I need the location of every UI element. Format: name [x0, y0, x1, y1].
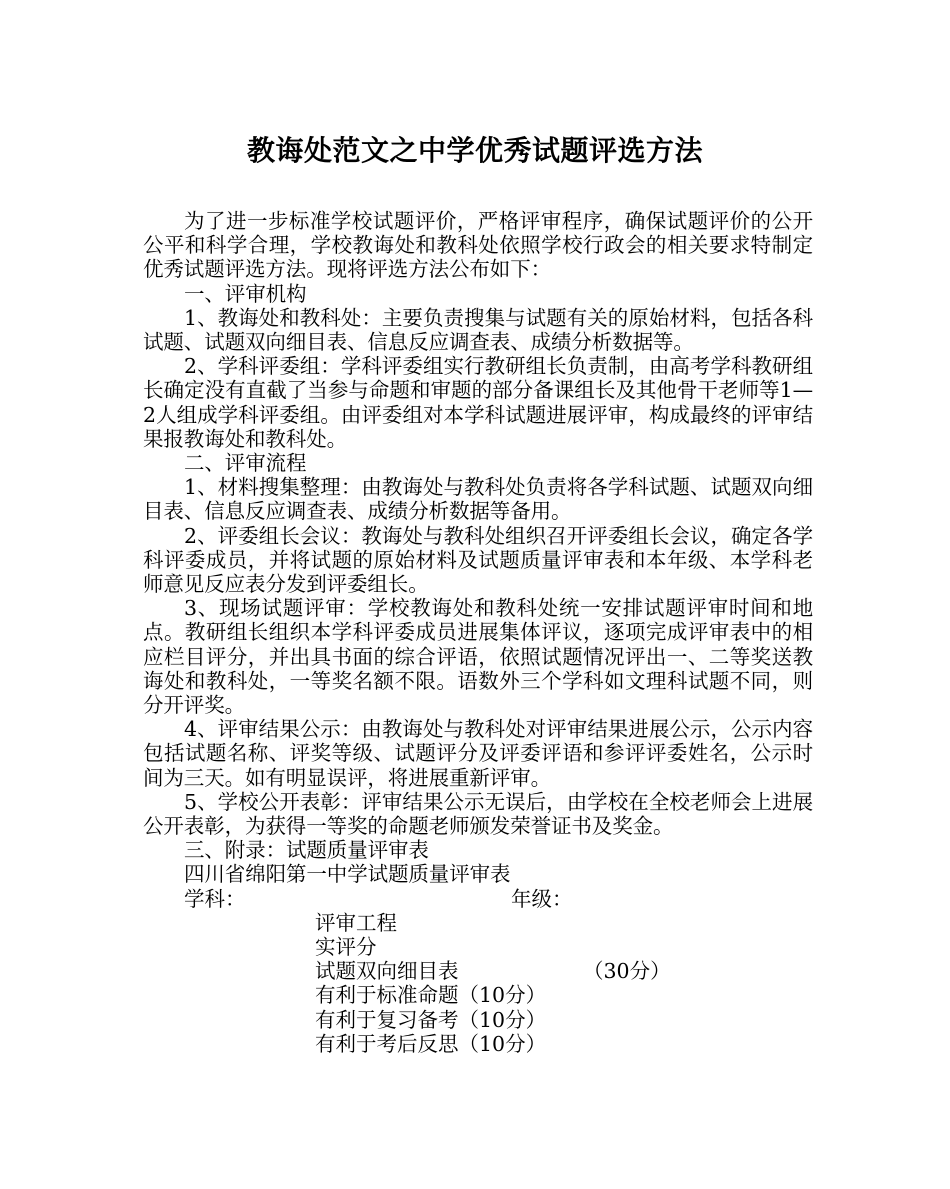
table-header-row-2 — [143, 935, 813, 959]
table-header-row — [143, 911, 813, 935]
document-title: 教诲处范文之中学优秀试题评选方法 — [246, 134, 703, 167]
section-2-item-2: 2、评委组长会议：教诲处与教科处组织召开评委组长会议，确定各学科评委成员，并将试题的原始材料及试题质量评审表和本年级、本学科老师意见反应表分发到评委组长。 — [143, 523, 813, 597]
table-sub-item-3: 有利于考后反思（10分） — [315, 1031, 547, 1056]
section-2-item-3: 3、现场试题评审：学校教诲处和教科处统一安排试题评审时间和地点。教研组长组织本学科评委成员进展集体评议，逐项完成评审表中的相应栏目评分，并出具书面的综合评语，依照试题情况评出一、二等奖送教诲处和教科处，一等奖名额不限。语数外三个学科如文理科试题不同，则分开评奖。 — [143, 596, 813, 718]
table-col-header-score: 实评分 — [315, 935, 377, 960]
appendix-heading: 三、附录：试题质量评审表 — [184, 838, 429, 863]
section-2-item-4: 4、评审结果公示：由教诲处与教科处对评审结果进展公示，公示内容包括试题名称、评奖等级、试题评分及评委评语和参评评委姓名，公示时间为三天。如有明显误评，将进展重新评审。 — [143, 717, 813, 790]
table-item-score: （30分） — [583, 959, 671, 984]
section-1-item-2: 2、学科评委组：学科评委组实行教研组长负责制，由高考学科教研组长确定没有直截了当参与命题和审题的部分备课组长及其他骨干老师等1—2人组成学科评委组。由评委组对本学科试题进展评审，构成最终的评审结果报教诲处和教科处。 — [143, 354, 813, 451]
table-sub-row — [143, 1008, 813, 1032]
table-col-header-item: 评审工程 — [315, 910, 397, 935]
intro-paragraph: 为了进一步标准学校试题评价，严格评审程序，确保试题评价的公开公平和科学合理，学校教诲处和教科处依照学校行政会的相关要求特制定优秀试题评选方法。现将评选方法公布如下： — [143, 209, 813, 282]
table-sub-row — [143, 983, 813, 1007]
section-heading-1: 一、评审机构 — [184, 281, 307, 306]
document-body — [143, 209, 813, 1056]
grade-label: 年级： — [511, 886, 573, 911]
section-2-item-5: 5、学校公开表彰：评审结果公示无误后，由学校在全校老师会上进展公开表彰，为获得一等奖的命题老师颁发荣誉证书及奖金。 — [143, 789, 813, 839]
table-row — [143, 959, 813, 983]
section-2-item-1: 1、材料搜集整理：由教诲处与教科处负责将各学科试题、试题双向细目表、信息反应调查表、成绩分析数据等备用。 — [143, 475, 813, 524]
table-item-name: 试题双向细目表 — [315, 959, 459, 984]
table-sub-row — [143, 1032, 813, 1056]
table-sub-item-2: 有利于复习备考（10分） — [315, 1007, 547, 1032]
subject-label: 学科： — [184, 886, 246, 911]
section-1-item-1: 1、教诲处和教科处：主要负责搜集与试题有关的原始材料，包括各科试题、试题双向细目表、信息反应调查表、成绩分析数据等。 — [143, 305, 813, 355]
table-sub-item-1: 有利于标准命题（10分） — [315, 983, 547, 1008]
form-title: 四川省绵阳第一中学试题质量评审表 — [184, 862, 511, 887]
form-meta-row — [143, 887, 813, 911]
section-heading-2: 二、评审流程 — [184, 451, 307, 476]
